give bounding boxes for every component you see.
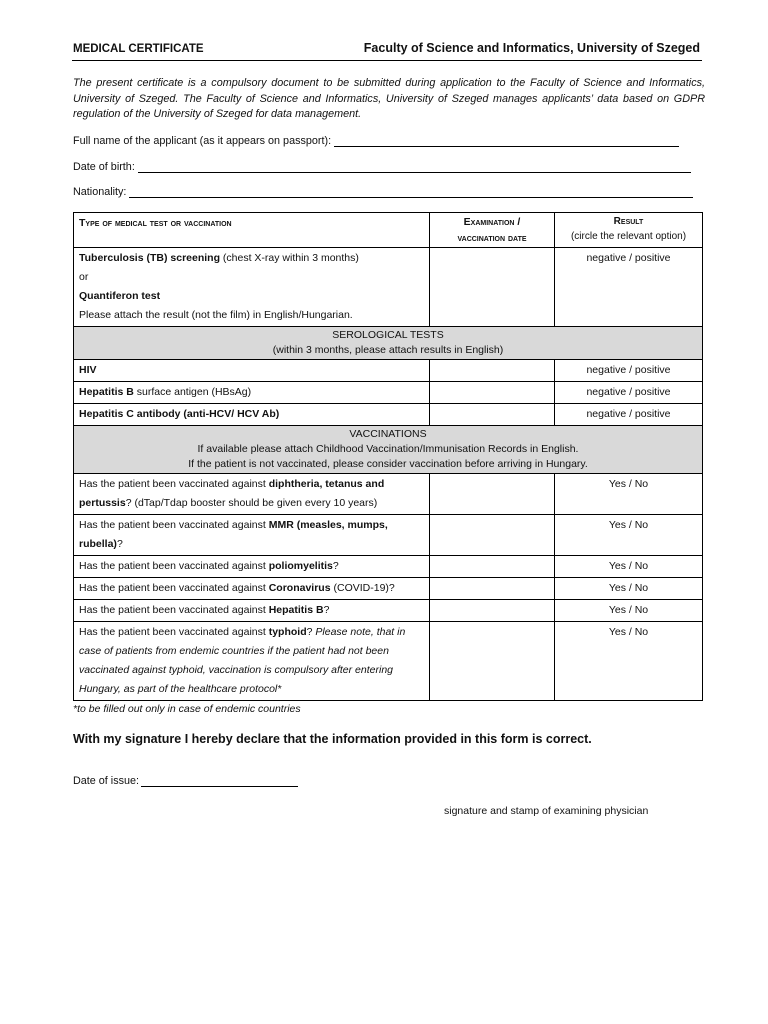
table-header-row: [74, 213, 703, 248]
full-name-input-line[interactable]: [334, 135, 679, 147]
vaccinations-title: VACCINATIONS: [349, 428, 427, 440]
document-title: MEDICAL CERTIFICATE: [73, 43, 204, 55]
dtp-date-cell[interactable]: [430, 474, 555, 515]
col-date-header-b: vaccination date: [457, 232, 527, 244]
table-row-tb: [74, 248, 703, 327]
polio-result[interactable]: Yes / No: [555, 556, 703, 578]
tb-label: Tuberculosis (TB) screening: [79, 252, 220, 264]
full-name-label: Full name of the applicant (as it appears on passport):: [73, 135, 332, 147]
typhoid-prefix: Has the patient been vaccinated against: [79, 626, 269, 638]
tb-or: or: [79, 271, 89, 283]
polio-label: poliomyelitis: [268, 560, 333, 572]
covid-result[interactable]: Yes / No: [555, 578, 703, 600]
mmr-result[interactable]: Yes / No: [555, 515, 703, 556]
typhoid-q: ?: [306, 626, 316, 638]
typhoid-star: *: [277, 683, 282, 695]
table-row-hiv: [74, 360, 703, 382]
intro-paragraph: The present certificate is a compulsory document to be submitted during application to the Faculty of Science and Informatics, University of Szeged. The Faculty of Science and Informatics, University of Szeged manages applicants’ data based on GDPR regulation of the University of Szeged for data management.: [73, 77, 705, 120]
vaccinations-note-2: If the patient is not vaccinated, please consider vaccination before arriving in Hungary.: [188, 458, 588, 470]
date-of-issue-label: Date of issue:: [73, 775, 140, 787]
table-row-hepc: [74, 404, 703, 426]
polio-detail: ?: [332, 560, 339, 572]
mmr-date-cell[interactable]: [430, 515, 555, 556]
typhoid-result[interactable]: Yes / No: [555, 622, 703, 701]
table-row-dtp: [74, 474, 703, 515]
hepc-label: Hepatitis C antibody (anti-HCV/ HCV Ab): [79, 408, 280, 420]
typhoid-label: typhoid: [268, 626, 307, 638]
hepb-detail: surface antigen (HBsAg): [133, 386, 252, 398]
medical-tests-table: [73, 212, 703, 701]
institution-name: Faculty of Science and Informatics, University of Szeged: [363, 41, 700, 55]
polio-date-cell[interactable]: [430, 556, 555, 578]
table-row-polio: [74, 556, 703, 578]
hepb-vacc-prefix: Has the patient been vaccinated against: [79, 604, 269, 616]
covid-date-cell[interactable]: [430, 578, 555, 600]
hiv-label: HIV: [79, 364, 97, 376]
dtp-label-a: diphtheria, tetanus and: [268, 478, 385, 490]
table-row-mmr: [74, 515, 703, 556]
col-type-header: Type of medical test or vaccination: [79, 217, 232, 229]
nationality-input-line[interactable]: [129, 186, 693, 198]
dob-field: [73, 161, 691, 173]
hepb-vacc-detail: ?: [323, 604, 330, 616]
hepb-date-cell[interactable]: [430, 382, 555, 404]
header: [72, 40, 702, 61]
col-result-subheader: (circle the relevant option): [570, 231, 687, 242]
covid-detail: (COVID-19)?: [330, 582, 395, 594]
hepb-vacc-result[interactable]: Yes / No: [555, 600, 703, 622]
typhoid-note: Please note, that in case of patients from endemic countries if the patient had not been vaccinated against typhoid, vaccination is compulsory after entering Hungary, as part of the healthcare protocol: [79, 626, 406, 695]
hiv-result[interactable]: negative / positive: [555, 360, 703, 382]
table-row-hepb: [74, 382, 703, 404]
date-of-issue-field: [73, 775, 298, 787]
quantiferon-label: Quantiferon test: [79, 290, 161, 302]
full-name-field: [73, 135, 679, 147]
dob-label: Date of birth:: [73, 161, 135, 173]
vaccinations-note-1: If available please attach Childhood Vaccination/Immunisation Records in English.: [197, 443, 579, 455]
signature-label: signature and stamp of examining physician: [444, 805, 649, 817]
tb-detail: (chest X-ray within 3 months): [220, 252, 359, 264]
footnote: *to be filled out only in case of endemic countries: [73, 703, 301, 715]
nationality-label: Nationality:: [73, 186, 127, 198]
hepb-vacc-date-cell[interactable]: [430, 600, 555, 622]
tb-result[interactable]: negative / positive: [555, 248, 703, 327]
mmr-label: MMR (measles, mumps, rubella): [79, 519, 388, 550]
col-result-header: Result: [613, 216, 644, 227]
serology-title: SEROLOGICAL TESTS: [332, 329, 444, 341]
nationality-field: [73, 186, 693, 198]
hepb-result[interactable]: negative / positive: [555, 382, 703, 404]
mmr-prefix: Has the patient been vaccinated against: [79, 519, 269, 531]
covid-label: Coronavirus: [268, 582, 331, 594]
tb-attach-note: Please attach the result (not the film) in English/Hungarian.: [79, 309, 353, 321]
serology-subtitle: (within 3 months, please attach results in English): [272, 344, 504, 356]
typhoid-date-cell[interactable]: [430, 622, 555, 701]
hepb-vacc-label: Hepatitis B: [268, 604, 324, 616]
hepb-label: Hepatitis B: [79, 386, 134, 398]
dtp-label-b: pertussis: [79, 497, 126, 509]
hiv-date-cell[interactable]: [430, 360, 555, 382]
vaccinations-section-row: [74, 426, 703, 474]
dtp-prefix: Has the patient been vaccinated against: [79, 478, 269, 490]
dob-input-line[interactable]: [138, 161, 691, 173]
polio-prefix: Has the patient been vaccinated against: [79, 560, 269, 572]
table-row-covid: [74, 578, 703, 600]
serology-section-row: [74, 327, 703, 360]
declaration: With my signature I hereby declare that the information provided in this form is correct.: [73, 732, 592, 746]
date-of-issue-input-line[interactable]: [141, 775, 298, 787]
table-row-typhoid: [74, 622, 703, 701]
col-date-header-a: Examination /: [463, 216, 521, 228]
dtp-result[interactable]: Yes / No: [555, 474, 703, 515]
hepc-date-cell[interactable]: [430, 404, 555, 426]
tb-date-cell[interactable]: [430, 248, 555, 327]
mmr-detail: ?: [116, 538, 123, 550]
covid-prefix: Has the patient been vaccinated against: [79, 582, 269, 594]
table-row-hepb-vacc: [74, 600, 703, 622]
hepc-result[interactable]: negative / positive: [555, 404, 703, 426]
dtp-detail: ? (dTap/Tdap booster should be given every 10 years): [125, 497, 378, 509]
